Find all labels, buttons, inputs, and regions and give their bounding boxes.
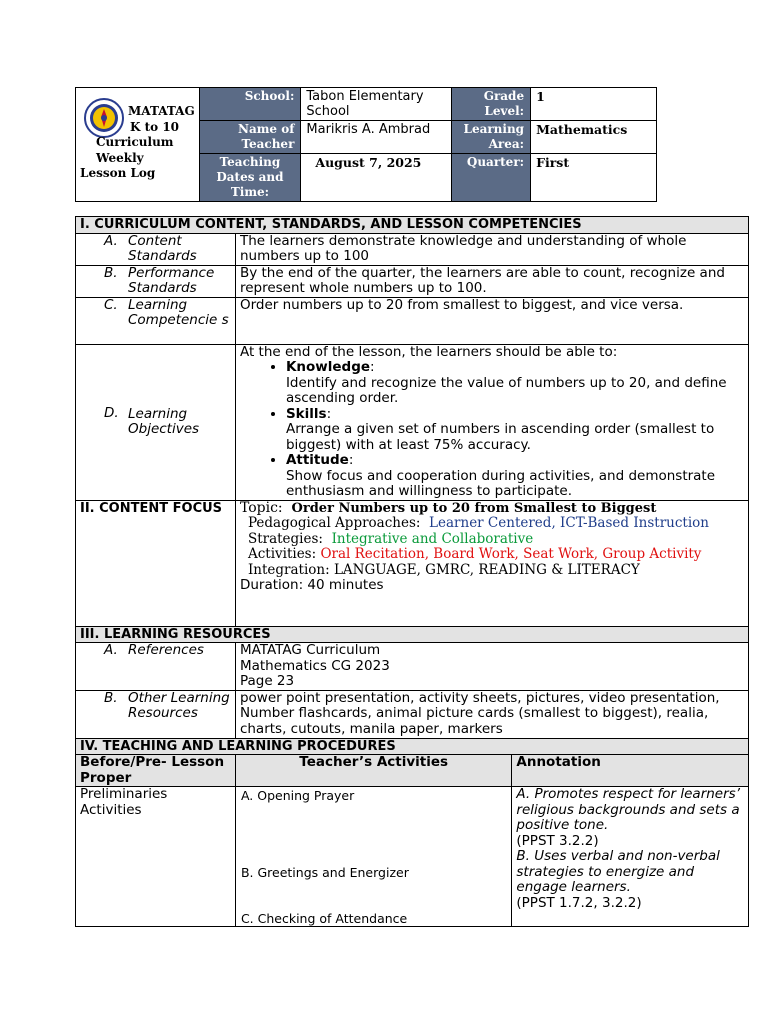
- activity-item: B. Greetings and Energizer: [240, 865, 409, 880]
- preliminaries-label: Preliminaries Activities: [76, 787, 236, 927]
- log-title-line: Lesson Log: [80, 166, 156, 180]
- approach-value: Learner Centered, ICT-Based Instruction: [429, 515, 709, 531]
- activity-item: C. Checking of Attendance: [240, 911, 408, 926]
- content-standards-label: A. Content Standards: [76, 233, 236, 265]
- quarter-label: Quarter:: [452, 154, 531, 202]
- teacher-value: Marikris A. Ambrad: [301, 121, 452, 154]
- section-title: III. LEARNING RESOURCES: [76, 626, 749, 643]
- grade-value: 1: [531, 88, 657, 121]
- other-resources-label: B. Other Learning Resources: [76, 690, 236, 738]
- duration-text: Duration: 40 minutes: [239, 577, 384, 593]
- objective-item: • Attitude: Show focus and cooperation during activities, and demonstrate enthusiasm and willingness to participate.: [286, 453, 744, 500]
- section-title: IV. TEACHING AND LEARNING PROCEDURES: [76, 738, 749, 755]
- logo-cell: [76, 88, 200, 202]
- teacher-label: Name of Teacher: [199, 121, 301, 154]
- performance-standards-text: By the end of the quarter, the learners are able to count, recognize and represent whole numbers up to 100.: [235, 265, 748, 297]
- activities-value: Oral Recitation, Board Work, Seat Work, Group Activity: [320, 546, 702, 562]
- lesson-log-header: [75, 87, 657, 202]
- log-title-line: Weekly: [96, 150, 144, 165]
- log-title: [76, 104, 195, 182]
- objectives-label: D. Learning Objectives: [76, 344, 236, 500]
- dates-value: August 7, 2025: [301, 154, 452, 202]
- area-label: Learning Area:: [452, 121, 531, 154]
- lesson-log-body: [75, 216, 749, 927]
- column-header-annotation: Annotation: [512, 755, 749, 787]
- topic-value: Order Numbers up to 20 from Smallest to Biggest: [291, 500, 657, 516]
- annotation-code: (PPST 1.7.2, 3.2.2): [516, 894, 642, 911]
- objective-item: • Knowledge: Identify and recognize the value of numbers up to 20, and define ascending order.: [286, 360, 744, 407]
- performance-standards-label: B. Performance Standards: [76, 265, 236, 297]
- area-value: Mathematics: [531, 121, 657, 154]
- objectives-text: [235, 344, 748, 500]
- content-standards-text: The learners demonstrate knowledge and understanding of whole numbers up to 100: [235, 233, 748, 265]
- annotations: [512, 787, 749, 927]
- references-label: A. References: [76, 643, 236, 691]
- strategies-value: Integrative and Collaborative: [331, 530, 534, 547]
- column-header-activities: Teacher’s Activities: [235, 755, 511, 787]
- activity-item: A. Opening Prayer: [240, 788, 355, 803]
- dates-label: Teaching Dates and Time:: [199, 154, 301, 202]
- content-focus-title: II. CONTENT FOCUS: [76, 500, 236, 626]
- grade-label: Grade Level:: [452, 88, 531, 121]
- teacher-activities: [235, 787, 511, 927]
- other-resources-text: power point presentation, activity sheets, pictures, video presentation, Number flashcards, animal picture cards (smallest to biggest), realia, charts, cutouts, manila paper, markers: [235, 690, 748, 738]
- objectives-list: [240, 360, 744, 500]
- quarter-value: First: [531, 154, 657, 202]
- objective-item: • Skills: Arrange a given set of numbers in ascending order (smallest to biggest) with at least 75% accuracy.: [286, 407, 744, 454]
- annotation-item: B. Uses verbal and non-verbal strategies to energize and engage learners.: [516, 848, 720, 895]
- competencies-text: Order numbers up to 20 from smallest to biggest, and vice versa.: [235, 297, 748, 344]
- log-title-line: Curriculum: [96, 135, 174, 149]
- log-title-line: MATATAG: [128, 104, 195, 118]
- annotation-item: A. Promotes respect for learners’ religious backgrounds and sets a positive tone.: [516, 786, 740, 833]
- section-title: I. CURRICULUM CONTENT, STANDARDS, AND LESSON COMPETENCIES: [76, 217, 749, 234]
- school-value: Tabon Elementary School: [301, 88, 452, 121]
- column-header-phase: Before/Pre- Lesson Proper: [76, 755, 236, 787]
- log-title-line: K to 10: [130, 119, 180, 134]
- integration-text: Integration: LANGUAGE, GMRC, READING & LITERACY: [247, 561, 640, 578]
- school-label: School:: [199, 88, 301, 121]
- objectives-intro: At the end of the lesson, the learners should be able to:: [239, 343, 618, 360]
- competencies-label: C. Learning Competencie s: [76, 297, 236, 344]
- references-text: MATATAG Curriculum Mathematics CG 2023 Page 23: [235, 643, 748, 691]
- content-focus-text: Topic: Order Numbers up to 20 from Smallest to Biggest Pedagogical Approaches: Learner Centered, ICT-Based Instruction Strategies: Integrative and Collaborative Activities: Oral Recitation, Board Work, Seat Work, Group Activity Integration: LANGUAGE, GMRC, READING & LITERACY Duration: 40 minutes: [235, 500, 748, 626]
- annotation-code: (PPST 3.2.2): [516, 832, 599, 849]
